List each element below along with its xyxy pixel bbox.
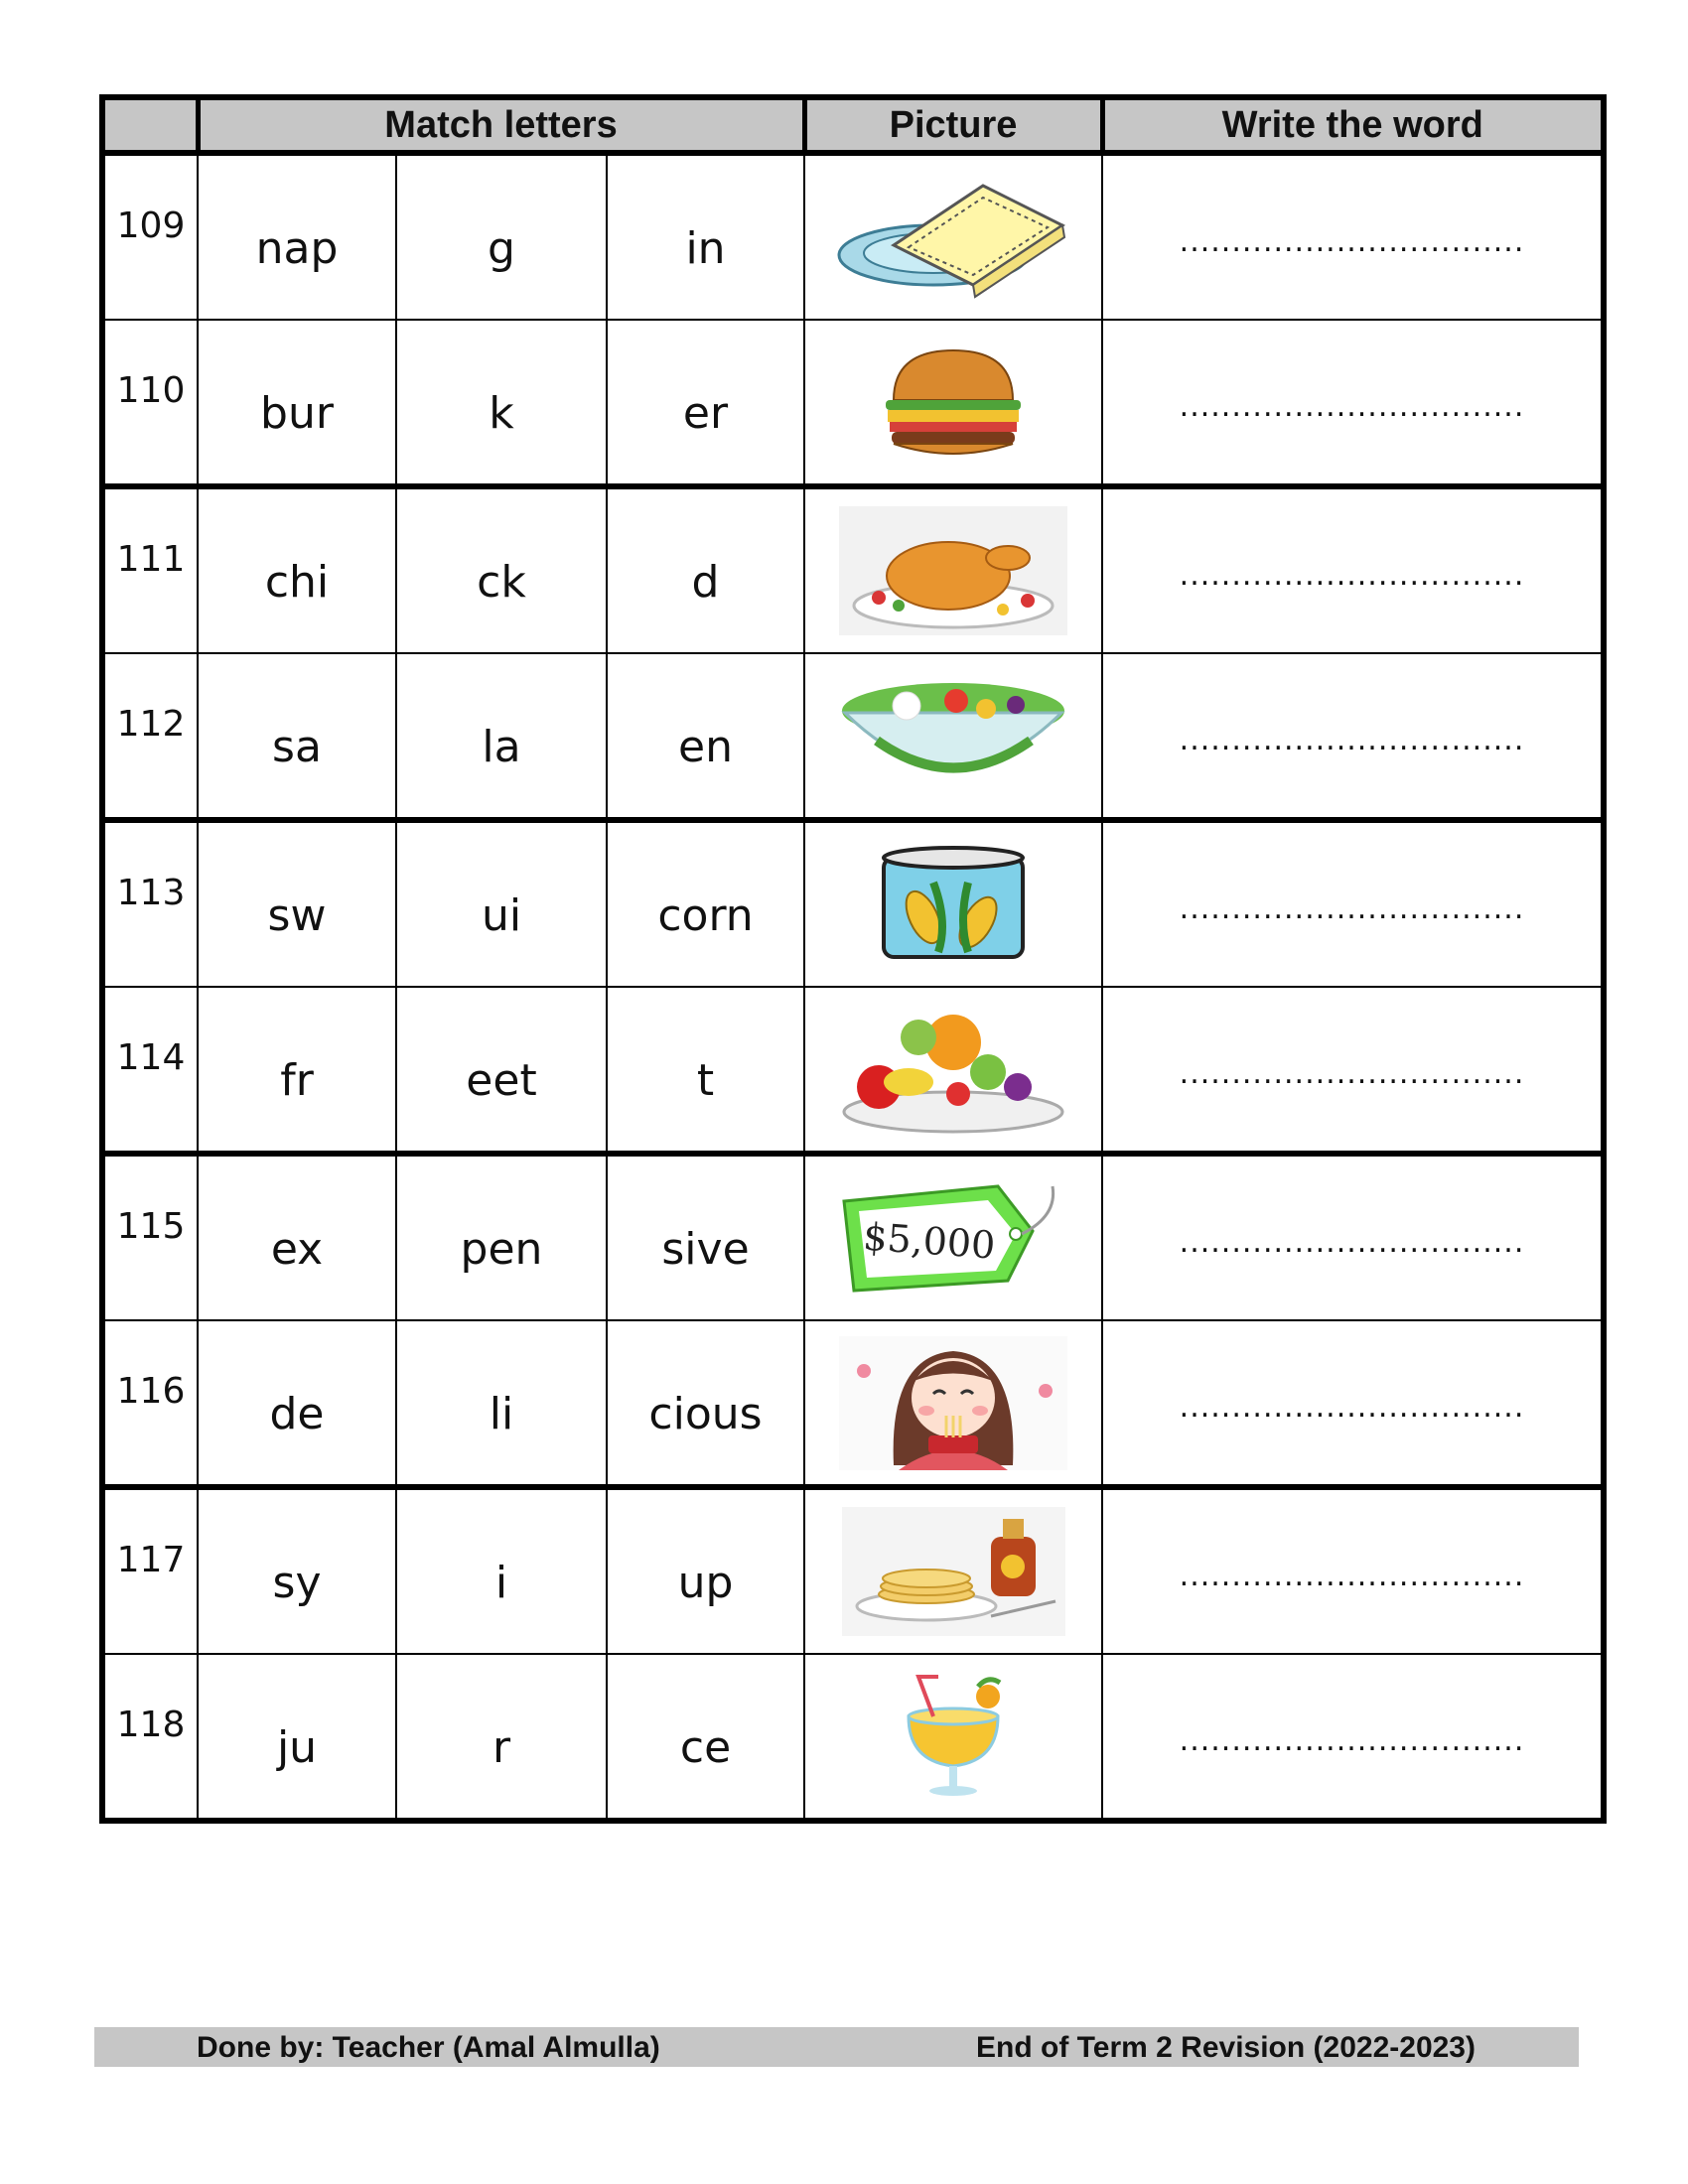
letter-part: d — [607, 486, 804, 653]
write-word-blank[interactable]: ................................. — [1102, 820, 1604, 987]
row-number: 112 — [102, 653, 198, 820]
letter-part: pen — [396, 1154, 607, 1320]
pancakes-syrup-picture — [842, 1507, 1065, 1636]
letter-part: cious — [607, 1320, 804, 1487]
price-label: $5,000 — [861, 1213, 997, 1268]
letter-part: chi — [198, 486, 396, 653]
row-number: 117 — [102, 1487, 198, 1654]
letter-part: corn — [607, 820, 804, 987]
canned-corn-picture — [874, 843, 1033, 967]
letter-part: sive — [607, 1154, 804, 1320]
table-row — [102, 486, 1604, 653]
table-row — [102, 1320, 1604, 1487]
write-word-blank[interactable]: ................................. — [1102, 987, 1604, 1154]
letter-part: fr — [198, 987, 396, 1154]
footer-bar — [94, 2027, 1579, 2067]
letter-part: sa — [198, 653, 396, 820]
header-picture: Picture — [804, 97, 1102, 153]
row-number: 109 — [102, 153, 198, 320]
girl-eating-noodles-picture — [839, 1336, 1067, 1470]
table-row — [102, 153, 1604, 320]
table-row — [102, 820, 1604, 987]
header-write-word: Write the word — [1102, 97, 1604, 153]
letter-part: sw — [198, 820, 396, 987]
table-row — [102, 653, 1604, 820]
write-word-blank[interactable]: ................................. — [1102, 486, 1604, 653]
burger-picture — [854, 341, 1053, 465]
row-number: 110 — [102, 320, 198, 486]
table-row — [102, 320, 1604, 486]
header-match-letters: Match letters — [198, 97, 804, 153]
row-number: 111 — [102, 486, 198, 653]
salad-bowl-picture — [837, 671, 1070, 800]
letter-part: r — [396, 1654, 607, 1821]
write-word-blank[interactable]: ................................. — [1102, 320, 1604, 486]
roast-chicken-picture — [839, 506, 1067, 635]
letter-part: g — [396, 153, 607, 320]
letter-part: ui — [396, 820, 607, 987]
letter-part: ju — [198, 1654, 396, 1821]
napkin-picture — [834, 176, 1072, 300]
letter-part: er — [607, 320, 804, 486]
write-word-blank[interactable]: ................................. — [1102, 653, 1604, 820]
letter-part: t — [607, 987, 804, 1154]
letter-part: la — [396, 653, 607, 820]
table-row — [102, 1154, 1604, 1320]
write-word-blank[interactable]: ................................. — [1102, 1154, 1604, 1320]
row-number: 114 — [102, 987, 198, 1154]
table-row — [102, 1654, 1604, 1821]
price-tag-picture — [839, 1176, 1067, 1300]
row-number: 118 — [102, 1654, 198, 1821]
footer-author: Done by: Teacher (Amal Almulla) — [197, 2031, 660, 2064]
letter-part: sy — [198, 1487, 396, 1654]
letter-part: eet — [396, 987, 607, 1154]
table-row — [102, 987, 1604, 1154]
letter-part: i — [396, 1487, 607, 1654]
letter-part: ex — [198, 1154, 396, 1320]
letter-part: de — [198, 1320, 396, 1487]
header-number — [102, 97, 198, 153]
worksheet-table — [99, 94, 1607, 1824]
row-number: 113 — [102, 820, 198, 987]
letter-part: li — [396, 1320, 607, 1487]
letter-part: k — [396, 320, 607, 486]
letter-part: en — [607, 653, 804, 820]
letter-part: up — [607, 1487, 804, 1654]
letter-part: nap — [198, 153, 396, 320]
letter-part: ck — [396, 486, 607, 653]
juice-glass-picture — [879, 1672, 1028, 1801]
letter-part: in — [607, 153, 804, 320]
table-row — [102, 1487, 1604, 1654]
header-row — [102, 97, 1604, 153]
row-number: 115 — [102, 1154, 198, 1320]
write-word-blank[interactable]: ................................. — [1102, 1654, 1604, 1821]
write-word-blank[interactable]: ................................. — [1102, 1320, 1604, 1487]
write-word-blank[interactable]: ................................. — [1102, 1487, 1604, 1654]
letter-part: bur — [198, 320, 396, 486]
row-number: 116 — [102, 1320, 198, 1487]
letter-part: ce — [607, 1654, 804, 1821]
write-word-blank[interactable]: ................................. — [1102, 153, 1604, 320]
fruit-plate-picture — [839, 1003, 1067, 1137]
footer-term: End of Term 2 Revision (2022-2023) — [976, 2031, 1476, 2064]
